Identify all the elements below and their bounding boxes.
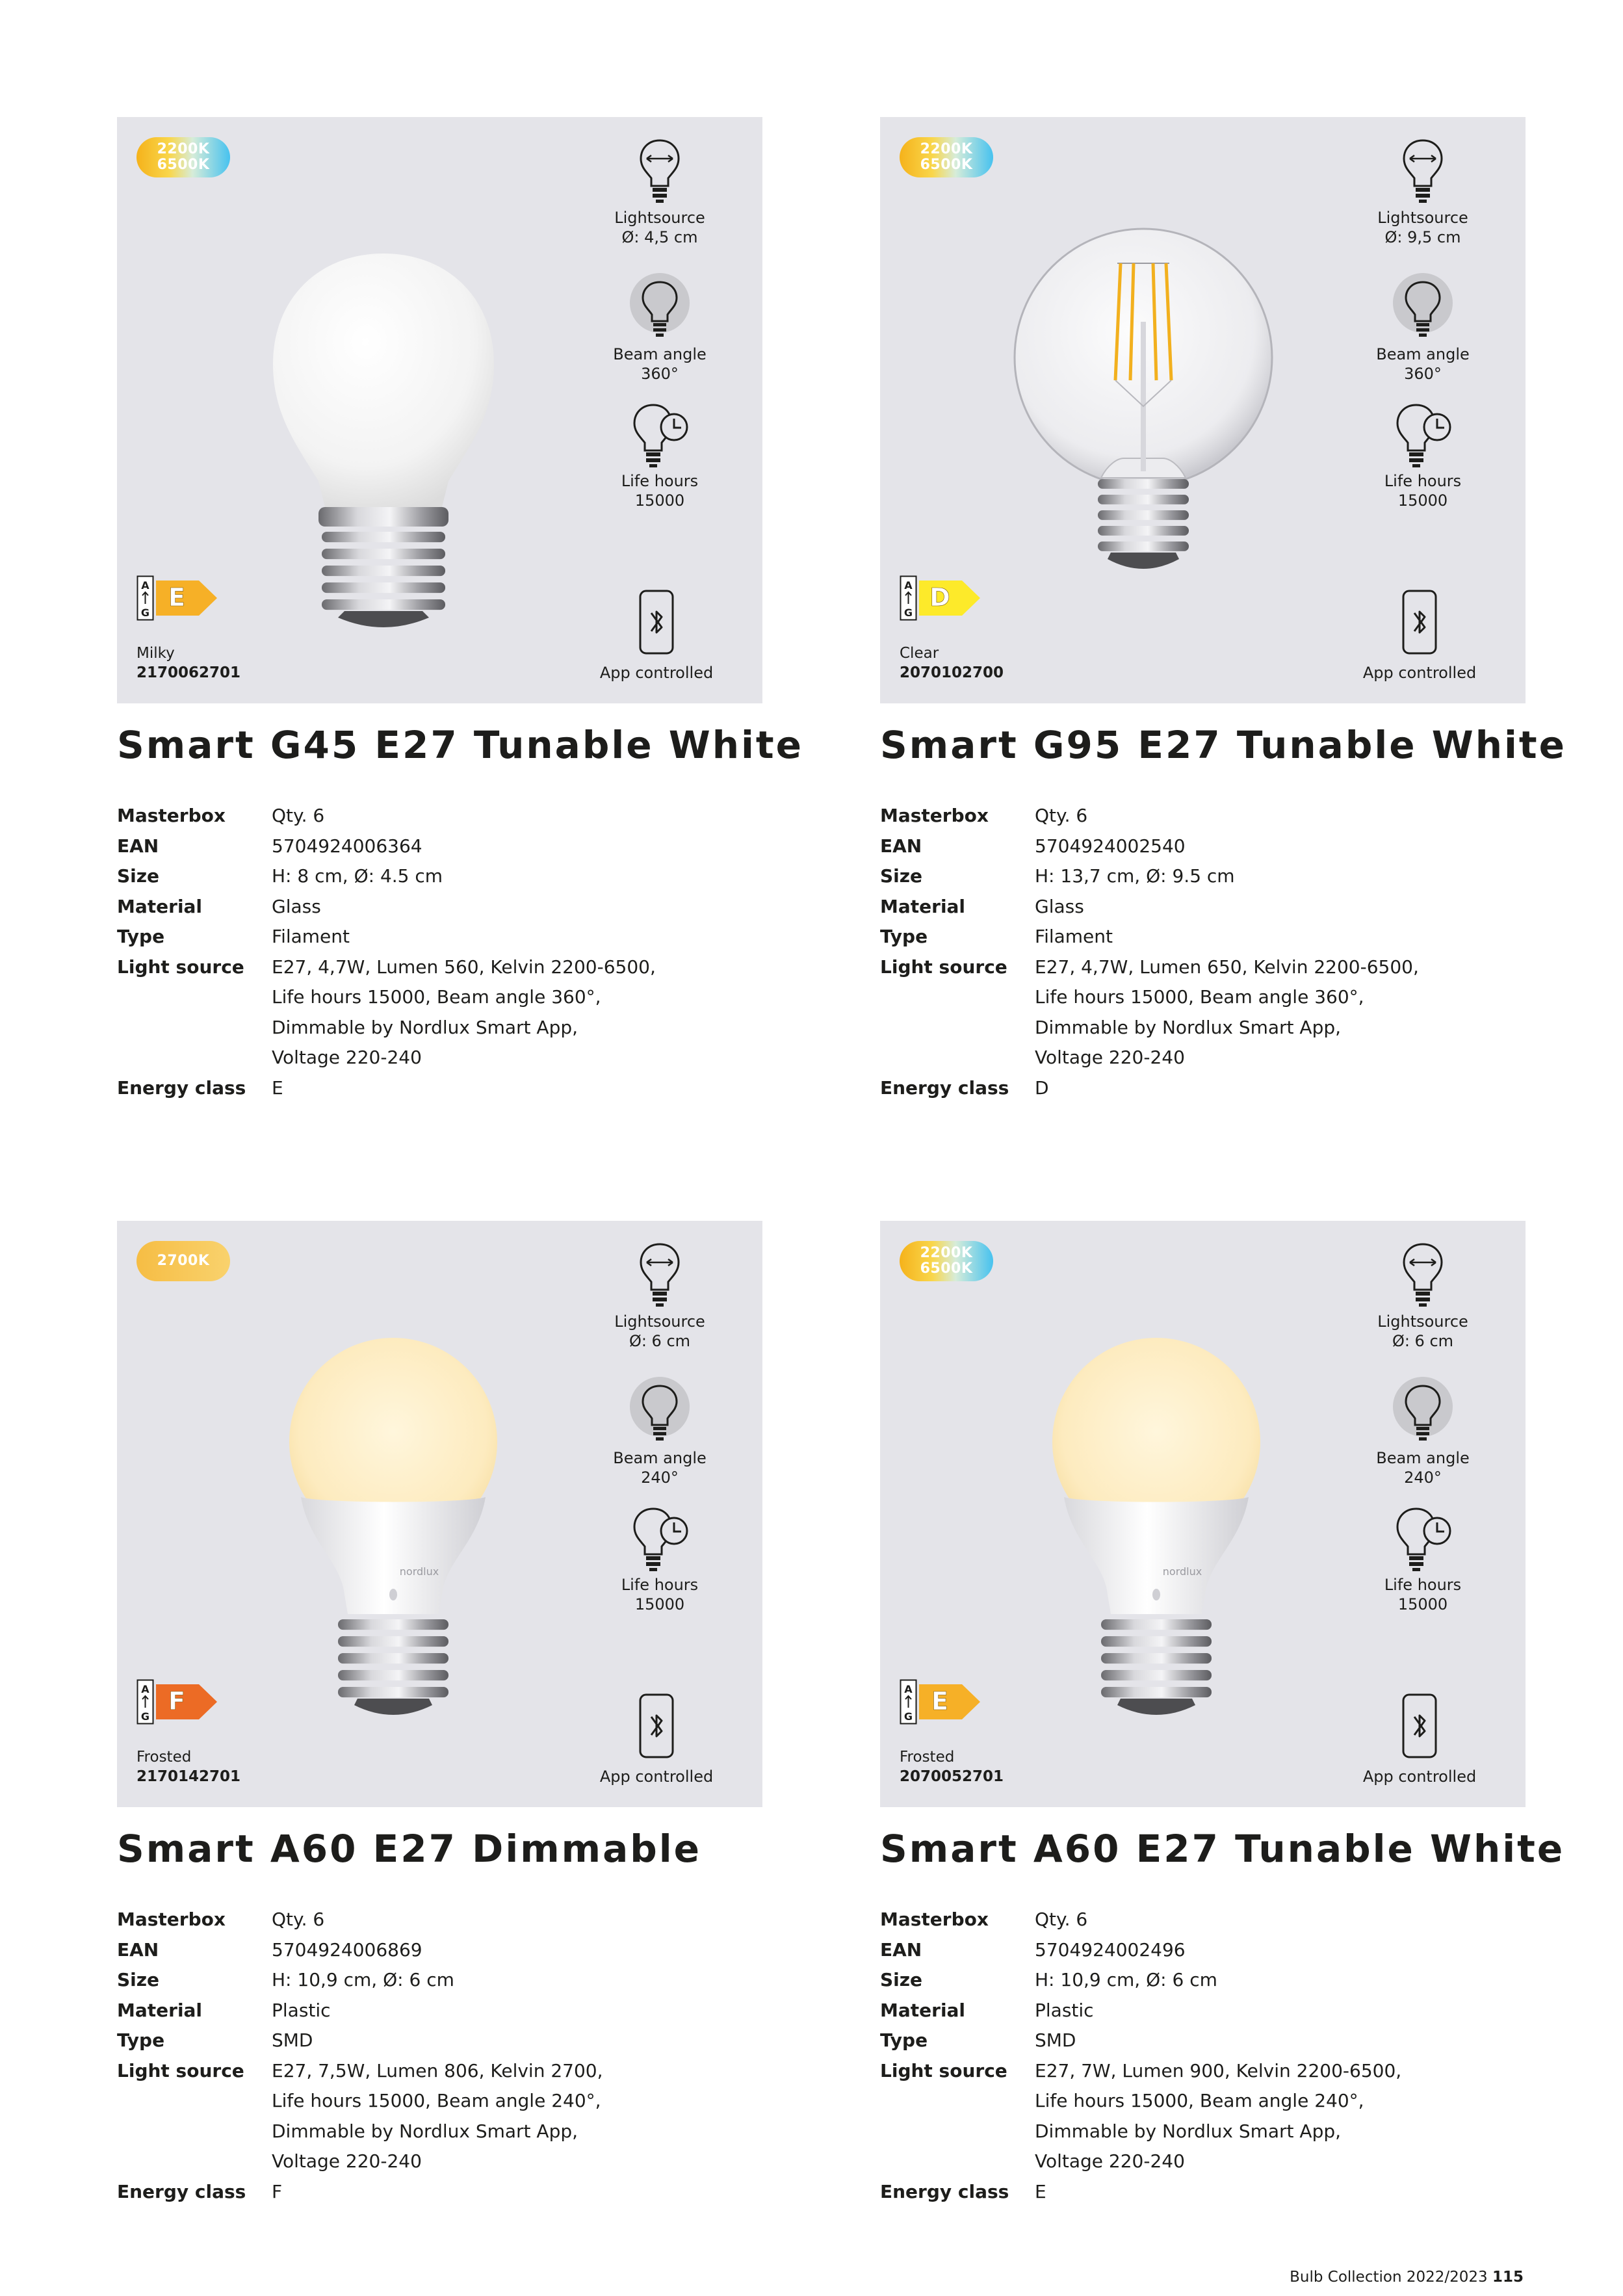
product-finish — [136, 1747, 240, 1786]
beam-angle-feature — [604, 273, 715, 384]
spec-value-line: H: 10,9 cm, Ø: 6 cm — [1035, 1969, 1217, 1990]
product-code: 2170062701 — [136, 664, 241, 681]
energy-scale-bottom: G — [140, 607, 150, 619]
spec-value — [1035, 2177, 1465, 2208]
energy-scale-top: A — [904, 579, 913, 592]
energy-class-letter: E — [168, 583, 185, 612]
product-image-card — [880, 117, 1526, 703]
spec-value — [1035, 922, 1465, 952]
finish-name: Clear — [900, 645, 939, 662]
beam-angle-feature — [1368, 1377, 1478, 1487]
spec-value-line: H: 13,7 cm, Ø: 9.5 cm — [1035, 865, 1235, 887]
spec-label: EAN — [117, 835, 159, 857]
bulb-brand-text: nordlux — [399, 1565, 439, 1578]
spec-label: Energy class — [880, 2180, 1009, 2202]
spec-value-line: 5704924002540 — [1035, 835, 1186, 857]
spec-row — [117, 952, 702, 1073]
energy-class-letter: F — [168, 1687, 185, 1715]
beam-angle-icon — [604, 273, 715, 345]
spec-label: EAN — [880, 835, 922, 857]
spec-row — [117, 1965, 702, 1996]
spec-value — [1035, 801, 1465, 831]
spec-label: Size — [117, 1969, 160, 1990]
spec-value — [1035, 1935, 1465, 1966]
spec-value — [272, 831, 702, 862]
kelvin-badge — [136, 137, 230, 177]
kelvin-badge — [900, 137, 993, 177]
spec-value-line: F — [272, 2180, 283, 2202]
spec-value-line: Plastic — [272, 1999, 331, 2021]
spec-label: Material — [880, 895, 966, 917]
spec-value-line: Filament — [1035, 926, 1113, 947]
spec-label: Energy class — [117, 2180, 246, 2202]
spec-value — [1035, 1073, 1465, 1104]
product-image-card — [117, 117, 762, 703]
kelvin-value: 2700K — [157, 1253, 210, 1269]
beam-angle-feature — [1368, 273, 1478, 384]
spec-value-line: Qty. 6 — [1035, 805, 1088, 826]
feature-value: Ø: 6 cm — [1392, 1332, 1454, 1350]
energy-class-label — [900, 575, 984, 623]
spec-row — [117, 892, 702, 922]
smartphone-bluetooth-icon — [595, 1692, 718, 1762]
smartphone-bluetooth-icon — [1358, 588, 1481, 659]
spec-label: Type — [880, 926, 928, 947]
spec-value-line: Qty. 6 — [272, 1909, 325, 1930]
spec-row — [880, 2026, 1465, 2056]
app-controlled-feature — [595, 1692, 718, 1786]
energy-scale-top: A — [141, 579, 149, 592]
beam-angle-feature — [604, 1377, 715, 1487]
bulb-image — [266, 247, 500, 640]
spec-row — [880, 892, 1465, 922]
feature-label: Beam angle — [613, 1449, 707, 1467]
page-number: 115 — [1492, 2269, 1524, 2286]
spec-value-line: Life hours 15000, Beam angle 240°, — [1035, 2090, 1364, 2111]
spec-value — [272, 1996, 702, 2026]
spec-value — [272, 801, 702, 831]
spec-row — [880, 2177, 1465, 2208]
finish-name: Frosted — [900, 1749, 955, 1766]
app-controlled-label: App controlled — [1362, 664, 1477, 682]
spec-value-line: E27, 7W, Lumen 900, Kelvin 2200-6500, — [1035, 2059, 1402, 2081]
spec-label: Masterbox — [880, 805, 989, 826]
feature-label: Lightsource — [614, 1312, 705, 1331]
spec-value-line: SMD — [272, 2029, 313, 2051]
spec-row — [117, 1935, 702, 1966]
spec-value-line: Dimmable by Nordlux Smart App, — [1035, 2120, 1342, 2142]
footer-collection: Bulb Collection 2022/2023 — [1290, 2269, 1488, 2286]
spec-row — [880, 861, 1465, 892]
lightsource-icon — [1368, 1240, 1478, 1312]
spec-value-line: E — [272, 1076, 283, 1099]
lightsource-icon — [604, 137, 715, 208]
product-title: Smart G95 E27 Tunable White — [880, 723, 1566, 767]
spec-label: EAN — [880, 1938, 922, 1961]
feature-value: 240° — [1404, 1468, 1442, 1487]
life-hours-icon — [1368, 1504, 1478, 1575]
spec-table — [880, 1905, 1465, 2207]
spec-row — [880, 922, 1465, 952]
spec-value-line: Dimmable by Nordlux Smart App, — [1035, 1016, 1342, 1038]
spec-value-line: Filament — [272, 926, 350, 947]
feature-value: 240° — [641, 1468, 679, 1487]
spec-row — [880, 1935, 1465, 1966]
spec-row — [880, 2056, 1465, 2177]
life-hours-feature — [604, 1504, 715, 1614]
spec-value — [272, 1073, 702, 1104]
spec-value — [1035, 2056, 1465, 2177]
energy-scale-top: A — [904, 1683, 913, 1695]
spec-label: Masterbox — [117, 805, 226, 826]
spec-row — [117, 801, 702, 831]
energy-class-label — [136, 1679, 221, 1727]
finish-name: Frosted — [136, 1749, 192, 1766]
feature-value: Ø: 4,5 cm — [621, 228, 698, 246]
product-title: Smart A60 E27 Tunable White — [880, 1827, 1565, 1871]
spec-value — [272, 2056, 702, 2177]
spec-label: Type — [880, 2029, 928, 2051]
life-hours-icon — [604, 400, 715, 471]
energy-class-letter: E — [931, 1687, 948, 1715]
spec-value — [272, 892, 702, 922]
spec-label: Size — [880, 865, 923, 887]
spec-value — [1035, 861, 1465, 892]
feature-label: Beam angle — [613, 345, 707, 363]
product-code: 2070052701 — [900, 1768, 1004, 1785]
spec-value-line: Life hours 15000, Beam angle 360°, — [1035, 986, 1364, 1008]
spec-value — [272, 1905, 702, 1935]
spec-row — [880, 1996, 1465, 2026]
finish-name: Milky — [136, 645, 175, 662]
feature-value: 15000 — [634, 491, 685, 510]
spec-value-line: H: 10,9 cm, Ø: 6 cm — [272, 1969, 454, 1990]
spec-value — [1035, 952, 1465, 1073]
spec-value — [1035, 1965, 1465, 1996]
spec-value — [1035, 1905, 1465, 1935]
life-hours-feature — [1368, 1504, 1478, 1614]
spec-value-line: Voltage 220-240 — [1035, 1047, 1185, 1068]
spec-row — [117, 2026, 702, 2056]
energy-scale-bottom: G — [140, 1710, 150, 1723]
spec-table — [117, 801, 702, 1103]
lightsource-feature — [604, 137, 715, 247]
bulb-brand-text: nordlux — [1162, 1565, 1202, 1578]
app-controlled-feature — [1358, 1692, 1481, 1786]
spec-row — [117, 2056, 702, 2177]
spec-label: Material — [117, 1999, 203, 2021]
spec-value — [272, 1935, 702, 1966]
spec-row — [880, 952, 1465, 1073]
life-hours-icon — [1368, 400, 1478, 471]
lightsource-icon — [1368, 137, 1478, 208]
spec-label: Energy class — [880, 1076, 1009, 1099]
spec-value-line: D — [1035, 1076, 1049, 1099]
spec-label: Type — [117, 926, 165, 947]
spec-value-line: E — [1035, 2180, 1046, 2202]
spec-value-line: 5704924002496 — [1035, 1938, 1186, 1961]
kelvin-value: 6500K — [920, 1260, 973, 1277]
bulb-image — [283, 1335, 504, 1727]
spec-label: Material — [880, 1999, 966, 2021]
kelvin-badge — [900, 1241, 993, 1281]
kelvin-value: 2200K — [157, 141, 210, 157]
spec-value — [272, 2026, 702, 2056]
spec-value-line: Glass — [1035, 895, 1084, 917]
spec-value-line: Dimmable by Nordlux Smart App, — [272, 1016, 578, 1038]
spec-value — [1035, 2026, 1465, 2056]
spec-value — [272, 861, 702, 892]
product-finish — [136, 644, 240, 683]
kelvin-value: 6500K — [157, 157, 210, 173]
feature-value: Ø: 6 cm — [629, 1332, 691, 1350]
spec-table — [880, 801, 1465, 1103]
bulb-image — [1046, 1335, 1267, 1727]
feature-label: Life hours — [621, 472, 699, 490]
product-image-card — [880, 1221, 1526, 1807]
spec-value — [272, 952, 702, 1073]
feature-label: Lightsource — [1377, 209, 1468, 227]
spec-label: Light source — [117, 956, 244, 978]
beam-angle-icon — [1368, 273, 1478, 345]
spec-value-line: E27, 4,7W, Lumen 650, Kelvin 2200-6500, — [1035, 956, 1419, 978]
energy-scale-bottom: G — [903, 1710, 913, 1723]
spec-label: Masterbox — [117, 1909, 226, 1930]
spec-value-line: Life hours 15000, Beam angle 360°, — [272, 986, 601, 1008]
feature-label: Life hours — [621, 1576, 699, 1594]
smartphone-bluetooth-icon — [1358, 1692, 1481, 1762]
app-controlled-feature — [595, 588, 718, 682]
feature-label: Life hours — [1384, 472, 1462, 490]
spec-label: Size — [880, 1969, 923, 1990]
app-controlled-label: App controlled — [1362, 1768, 1477, 1786]
spec-table — [117, 1905, 702, 2207]
product-finish — [900, 1747, 1004, 1786]
feature-value: 15000 — [1397, 1595, 1448, 1613]
spec-value-line: E27, 7,5W, Lumen 806, Kelvin 2700, — [272, 2059, 603, 2081]
feature-label: Life hours — [1384, 1576, 1462, 1594]
kelvin-value: 2200K — [920, 1245, 973, 1261]
spec-value-line: 5704924006869 — [272, 1938, 422, 1961]
spec-row — [117, 2177, 702, 2208]
feature-value: Ø: 9,5 cm — [1384, 228, 1461, 246]
spec-value — [272, 2177, 702, 2208]
spec-value — [272, 922, 702, 952]
spec-value — [272, 1965, 702, 1996]
feature-value: 15000 — [1397, 491, 1448, 510]
spec-row — [880, 801, 1465, 831]
spec-label: Energy class — [117, 1076, 246, 1099]
energy-class-label — [136, 575, 221, 623]
kelvin-badge — [136, 1241, 230, 1281]
spec-label: Light source — [880, 956, 1007, 978]
beam-angle-icon — [604, 1377, 715, 1448]
spec-row — [117, 1905, 702, 1935]
spec-row — [117, 831, 702, 862]
spec-value-line: Plastic — [1035, 1999, 1094, 2021]
lightsource-feature — [604, 1240, 715, 1351]
spec-value-line: SMD — [1035, 2029, 1076, 2051]
spec-row — [117, 1996, 702, 2026]
kelvin-value: 6500K — [920, 157, 973, 173]
app-controlled-label: App controlled — [599, 1768, 714, 1786]
app-controlled-label: App controlled — [599, 664, 714, 682]
spec-value-line: Life hours 15000, Beam angle 240°, — [272, 2090, 601, 2111]
spec-value — [1035, 831, 1465, 862]
spec-label: Type — [117, 2029, 165, 2051]
life-hours-feature — [1368, 400, 1478, 510]
product-code: 2070102700 — [900, 664, 1004, 681]
page-footer — [1290, 2269, 1524, 2286]
feature-value: 360° — [641, 365, 679, 383]
product-title: Smart A60 E27 Dimmable — [117, 1827, 701, 1871]
spec-value-line: Glass — [272, 895, 321, 917]
feature-label: Lightsource — [1377, 1312, 1468, 1331]
feature-label: Beam angle — [1376, 1449, 1470, 1467]
feature-value: 360° — [1404, 365, 1442, 383]
energy-class-letter: D — [929, 583, 950, 612]
feature-label: Beam angle — [1376, 345, 1470, 363]
energy-scale-top: A — [141, 1683, 149, 1695]
feature-value: 15000 — [634, 1595, 685, 1613]
lightsource-feature — [1368, 137, 1478, 247]
spec-value-line: Qty. 6 — [1035, 1909, 1088, 1930]
lightsource-icon — [604, 1240, 715, 1312]
spec-label: Size — [117, 865, 160, 887]
spec-value-line: Voltage 220-240 — [272, 2150, 422, 2172]
spec-value-line: 5704924006364 — [272, 835, 422, 857]
spec-value — [1035, 892, 1465, 922]
spec-value-line: Qty. 6 — [272, 805, 325, 826]
spec-value-line: Voltage 220-240 — [272, 1047, 422, 1068]
product-title: Smart G45 E27 Tunable White — [117, 723, 803, 767]
spec-value-line: E27, 4,7W, Lumen 560, Kelvin 2200-6500, — [272, 956, 656, 978]
spec-row — [880, 1905, 1465, 1935]
product-image-card — [117, 1221, 762, 1807]
energy-class-label — [900, 1679, 984, 1727]
product-code: 2170142701 — [136, 1768, 241, 1785]
kelvin-value: 2200K — [920, 141, 973, 157]
spec-row — [880, 1073, 1465, 1104]
bulb-image — [1010, 224, 1277, 591]
life-hours-feature — [604, 400, 715, 510]
spec-label: Masterbox — [880, 1909, 989, 1930]
spec-label: Material — [117, 895, 203, 917]
life-hours-icon — [604, 1504, 715, 1575]
spec-value — [1035, 1996, 1465, 2026]
spec-value-line: Dimmable by Nordlux Smart App, — [272, 2120, 578, 2142]
spec-value-line: H: 8 cm, Ø: 4.5 cm — [272, 865, 443, 887]
spec-value-line: Voltage 220-240 — [1035, 2150, 1185, 2172]
smartphone-bluetooth-icon — [595, 588, 718, 659]
spec-row — [880, 831, 1465, 862]
beam-angle-icon — [1368, 1377, 1478, 1448]
app-controlled-feature — [1358, 588, 1481, 682]
spec-label: Light source — [117, 2059, 244, 2081]
spec-label: EAN — [117, 1938, 159, 1961]
product-finish — [900, 644, 1004, 683]
spec-row — [117, 922, 702, 952]
spec-row — [117, 861, 702, 892]
energy-scale-bottom: G — [903, 607, 913, 619]
spec-row — [880, 1965, 1465, 1996]
lightsource-feature — [1368, 1240, 1478, 1351]
feature-label: Lightsource — [614, 209, 705, 227]
spec-row — [117, 1073, 702, 1104]
spec-label: Light source — [880, 2059, 1007, 2081]
